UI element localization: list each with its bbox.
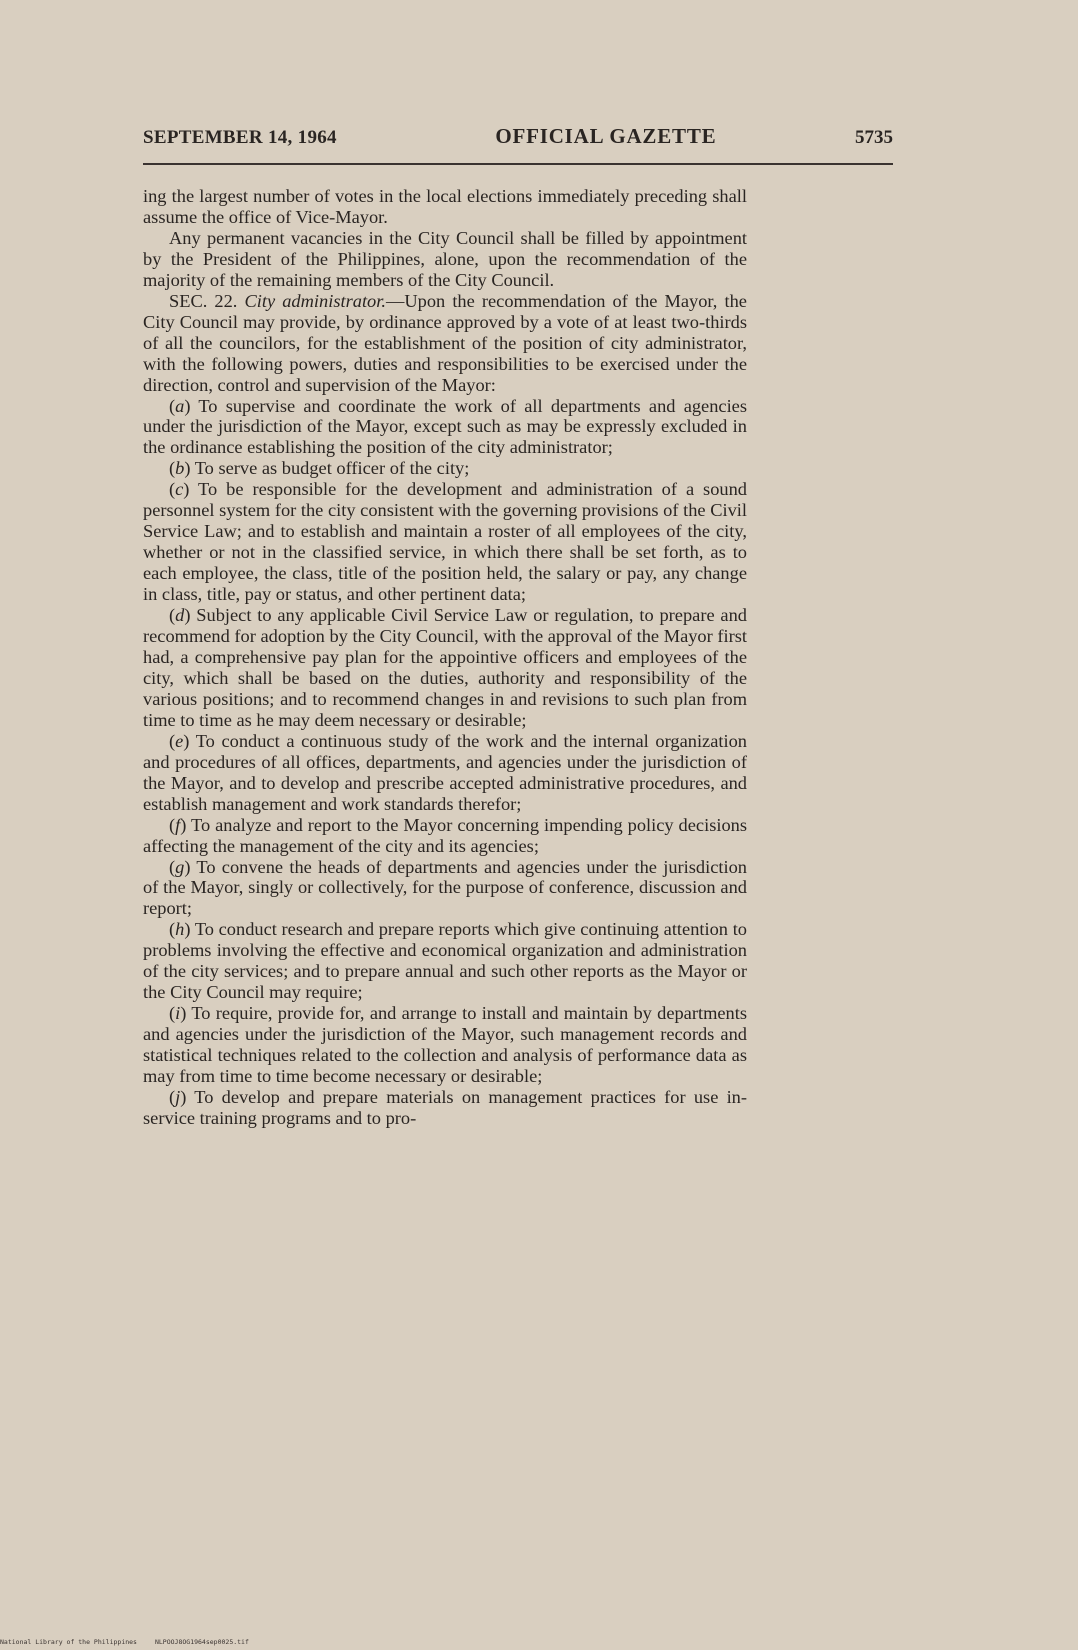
section-text: —Upon the recommendation of the Mayor, the City Council may provide, by ordinance approved by a vote of at least two-thirds of all the councilors, for the establishment of the position of city administrator, with the following powers, duties and responsibilities to be exercised under the direction, control and supervision of the Mayor: bbox=[143, 290, 747, 395]
header-date: SEPTEMBER 14, 1964 bbox=[143, 127, 337, 148]
footer-library: National Library of the Philippines bbox=[0, 1638, 137, 1646]
duty-item-letter: (f) bbox=[169, 814, 192, 835]
duty-item-text: To conduct research and prepare reports which give continuing attention to problems involving the effective and economical organization and administration of the city services; and to prepare annual and such other reports as the Mayor or the City Council may require; bbox=[143, 919, 747, 1003]
duty-item-f bbox=[143, 815, 747, 857]
duties-list bbox=[143, 396, 747, 1129]
header-rule bbox=[143, 163, 893, 165]
duty-item-text: To convene the heads of departments and agencies under the jurisdiction of the Mayor, singly or collectively, for the purpose of conference, discussion and report; bbox=[143, 856, 747, 919]
duty-item-c bbox=[143, 479, 747, 605]
section-label: SEC. 22. bbox=[169, 290, 238, 311]
paragraph-vacancies: Any permanent vacancies in the City Council shall be filled by appointment by the President of the Philippines, alone, upon the recommendation of the majority of the remaining members of the City Council. bbox=[143, 227, 747, 290]
duty-item-text: To supervise and coordinate the work of all departments and agencies under the jurisdiction of the Mayor, except such as may be expressly excluded in the ordinance establishing the position of the city administrator; bbox=[143, 395, 748, 458]
duty-item-d bbox=[143, 605, 747, 731]
page-header bbox=[143, 124, 893, 149]
duty-item-a bbox=[143, 396, 747, 459]
duty-item-letter: (i) bbox=[169, 1003, 192, 1024]
duty-item-text: To conduct a continuous study of the work and the internal organization and procedures of all offices, departments, and agencies under the jurisdiction of the Mayor, and to develop and prescribe accepted administrative procedures, and establish management and work standards therefor; bbox=[143, 730, 747, 814]
duty-item-i bbox=[143, 1003, 747, 1087]
duty-item-text: To analyze and report to the Mayor concerning impending policy decisions affecting the management of the city and its agencies; bbox=[143, 814, 748, 856]
section-title: City administrator. bbox=[244, 290, 386, 311]
duty-item-letter: (e) bbox=[169, 730, 196, 751]
paragraph-continuation: ing the largest number of votes in the local elections immediately preceding shall assume the office of Vice-Mayor. bbox=[143, 186, 747, 227]
duty-item-letter: (a) bbox=[169, 395, 199, 416]
duty-item-letter: (d) bbox=[169, 605, 197, 626]
duty-item-j bbox=[143, 1087, 747, 1129]
duty-item-text: To develop and prepare materials on management practices for use in-service training programs and to pro- bbox=[143, 1086, 748, 1128]
header-title: OFFICIAL GAZETTE bbox=[495, 124, 717, 148]
duty-item-text: Subject to any applicable Civil Service Law or regulation, to prepare and recommend for adoption by the City Council, with the approval of the Mayor first had, a comprehensive pay plan for the appointive officers and employees of the city, which shall be based on the duties, authority and responsibility of the various positions; and to recommend changes in and revisions to such plan from time to time as he may deem necessary or desirable; bbox=[143, 605, 747, 730]
duty-item-b bbox=[143, 458, 747, 479]
duty-item-letter: (b) bbox=[169, 458, 195, 479]
duty-item-letter: (c) bbox=[169, 479, 199, 500]
section-22-paragraph bbox=[143, 291, 747, 396]
scan-footer bbox=[0, 1638, 249, 1646]
duty-item-letter: (h) bbox=[169, 919, 195, 940]
body-text bbox=[143, 186, 747, 1129]
duty-item-e bbox=[143, 731, 747, 815]
footer-file: NLPOOJ8OG1964sep0025.tif bbox=[154, 1638, 249, 1646]
duty-item-text: To require, provide for, and arrange to install and maintain by departments and agencies under the jurisdiction of the Mayor, such management records and statistical techniques related to the collection and analysis of performance data as may from time to time become necessary or desirable; bbox=[143, 1003, 748, 1087]
duty-item-letter: (j) bbox=[169, 1086, 195, 1107]
duty-item-text: To serve as budget officer of the city; bbox=[194, 458, 470, 479]
duty-item-letter: (g) bbox=[169, 856, 197, 877]
duty-item-g bbox=[143, 857, 747, 920]
duty-item-h bbox=[143, 919, 747, 1003]
duty-item-text: To be responsible for the development and administration of a sound personnel system for the city consistent with the governing provisions of the Civil Service Law; and to establish and maintain a roster of all employees of the city, whether or not in the classified service, in which there shall be set forth, as to each employee, the class, title of the position held, the salary or pay, any change in class, title, pay or status, and other pertinent data; bbox=[143, 479, 747, 605]
page-number: 5735 bbox=[854, 127, 893, 148]
